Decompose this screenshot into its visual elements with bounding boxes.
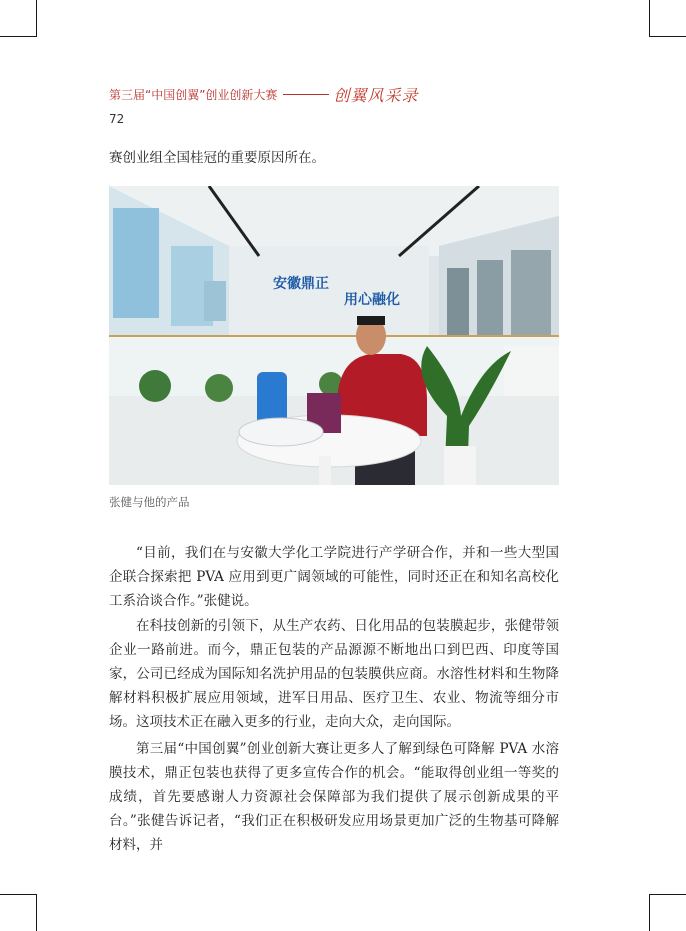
photo-caption: 张健与他的产品: [109, 495, 190, 509]
running-header-title: 第三届“中国创翼”创业创新大赛: [109, 87, 278, 102]
paragraph-tech-innovation: 在科技创新的引领下，从生产农药、日化用品的包装膜起步，张健带领企业一路前进。而今，鼎正包装的产品源源不断地出口到巴西、印度等国家，公司已经成为国际知名洗护用品的包装膜供应商。水溶性材料和生物降解材料积极扩展应用领域，进军日用品、医疗卫生、农业、物流等细分市场。这项技术正在融入更多的行业，走向大众，走向国际。: [109, 618, 559, 730]
wall-sign-line2: 用心融化: [344, 292, 400, 308]
crop-mark-bottom-left: [0, 894, 37, 931]
paragraph-competition-impact: 第三届“中国创翼”创业创新大赛让更多人了解到绿色可降解 PVA 水溶膜技术，鼎正包装也获得了更多宣传合作的机会。“能取得创业组一等奖的成绩，首先要感谢人力资源社会保障部为我们提供了展示创新成果的平台。”张健告诉记者，“我们正在积极研发应用场景更加广泛的生物基可降解材料，并: [109, 741, 559, 853]
crop-mark-bottom-right: [649, 894, 686, 931]
running-header-slogan: 创翼风采录: [333, 85, 419, 105]
crop-mark-top-left: [0, 0, 37, 37]
crop-mark-top-right: [649, 0, 686, 37]
photo-zhang-jian-with-products: [109, 186, 559, 485]
paragraph-quote-cooperation: “目前，我们在与安徽大学化工学院进行产学研合作，并和一些大型国企联合探索把 PVA 应用到更广阔领域的可能性，同时还正在和知名高校化工系洽谈合作。”张健说。: [109, 545, 559, 609]
paragraph-continuation: 赛创业组全国桂冠的重要原因所在。: [109, 150, 325, 166]
running-header: [109, 84, 418, 104]
page-number: 72: [109, 112, 125, 126]
wall-sign-line1: 安徽鼎正: [273, 276, 329, 292]
header-rule: [283, 94, 329, 95]
